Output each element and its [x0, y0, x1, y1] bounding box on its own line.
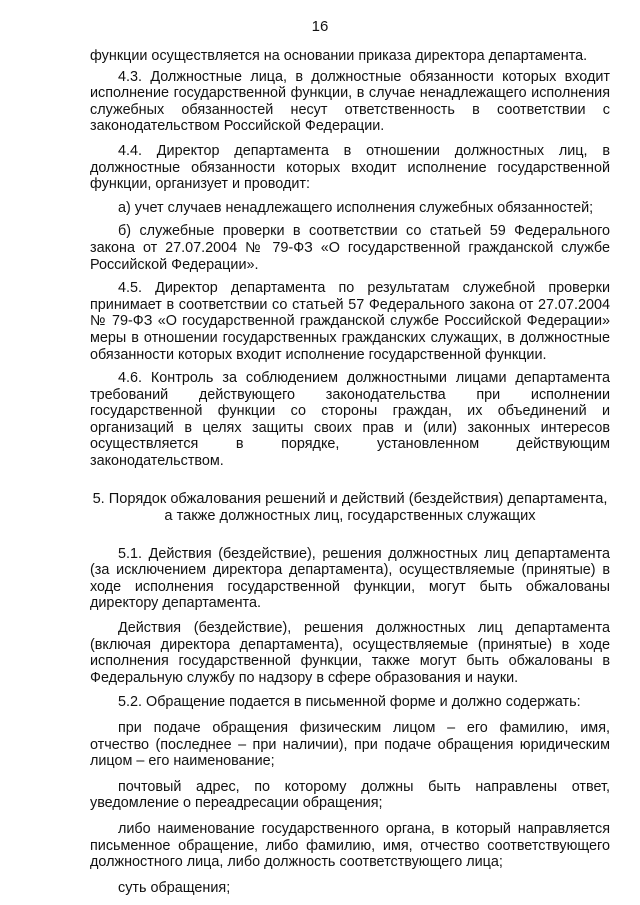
document-body: [90, 48, 610, 896]
paragraph-4-5: 4.5. Директор департамента по результатам служебной проверки принимает в соответствии со статьей 57 Федерального закона от 27.07.2004 № 79-ФЗ «О государственной гражданской службе Российской Федерации» меры в отношении государственных гражданских служащих, в должностные обязанности которых входит исполнение государственной функции.: [90, 280, 610, 363]
requirement-essence: суть обращения;: [118, 879, 231, 896]
page-number: 16: [311, 18, 329, 35]
paragraph-4-4: 4.4. Директор департамента в отношении должностных лиц, в должностные обязанности которых входит исполнение государственной функции, организует и проводит:: [90, 142, 610, 193]
requirement-applicant-name: при подаче обращения физическим лицом – его фамилию, имя, отчество (последнее – при наличии), при подаче обращения юридическим лицом – его наименование;: [90, 720, 610, 770]
paragraph-5-1: 5.1. Действия (бездействие), решения должностных лиц департамента (за исключением директора департамента), осуществляемые (принятые) в ходе исполнения государственной функции, могут быть обжалованы директору департамента.: [90, 545, 610, 612]
paragraph-5-2: 5.2. Обращение подается в письменной форме и должно содержать:: [118, 694, 581, 711]
requirement-addressee: либо наименование государственного органа, в который направляется письменное обращение, либо фамилию, имя, отчество соответствующего должностного лица, либо должность соответствующего лица;: [90, 820, 610, 871]
paragraph-5-1-continued: Действия (бездействие), решения должностных лиц департамента (включая директора департамента), осуществляемые (принятые) в ходе исполнения государственной функции, также могут быть обжалованы в Федеральную службу по надзору в сфере образования и науки.: [90, 620, 610, 686]
paragraph-continuation: функции осуществляется на основании приказа директора департамента.: [90, 48, 588, 64]
section-heading-5: 5. Порядок обжалования решений и действий (бездействия) департамента, а также должностных лиц, государственных служащих: [92, 490, 608, 524]
paragraph-4-4-b: б) служебные проверки в соответствии со статьей 59 Федерального закона от 27.07.2004 № 79-ФЗ «О государственной гражданской службе Российской Федерации».: [90, 223, 610, 273]
requirement-postal-address: почтовый адрес, по которому должны быть направлены ответ, уведомление о переадресации обращения;: [90, 778, 610, 812]
paragraph-4-3: 4.3. Должностные лица, в должностные обязанности которых входит исполнение государственной функции, в случае ненадлежащего исполнения служебных обязанностей несут ответственность в соответствии с законодательством Российской Федерации.: [90, 68, 610, 135]
paragraph-4-6: 4.6. Контроль за соблюдением должностными лицами департамента требований действующего законодательства при исполнении государственной функции со стороны граждан, их объединений и организаций в целях защиты своих прав и (или) законных интересов осуществляется в порядке, установленном действующим законодательством.: [90, 370, 610, 470]
paragraph-4-4-a: а) учет случаев ненадлежащего исполнения служебных обязанностей;: [118, 199, 594, 216]
